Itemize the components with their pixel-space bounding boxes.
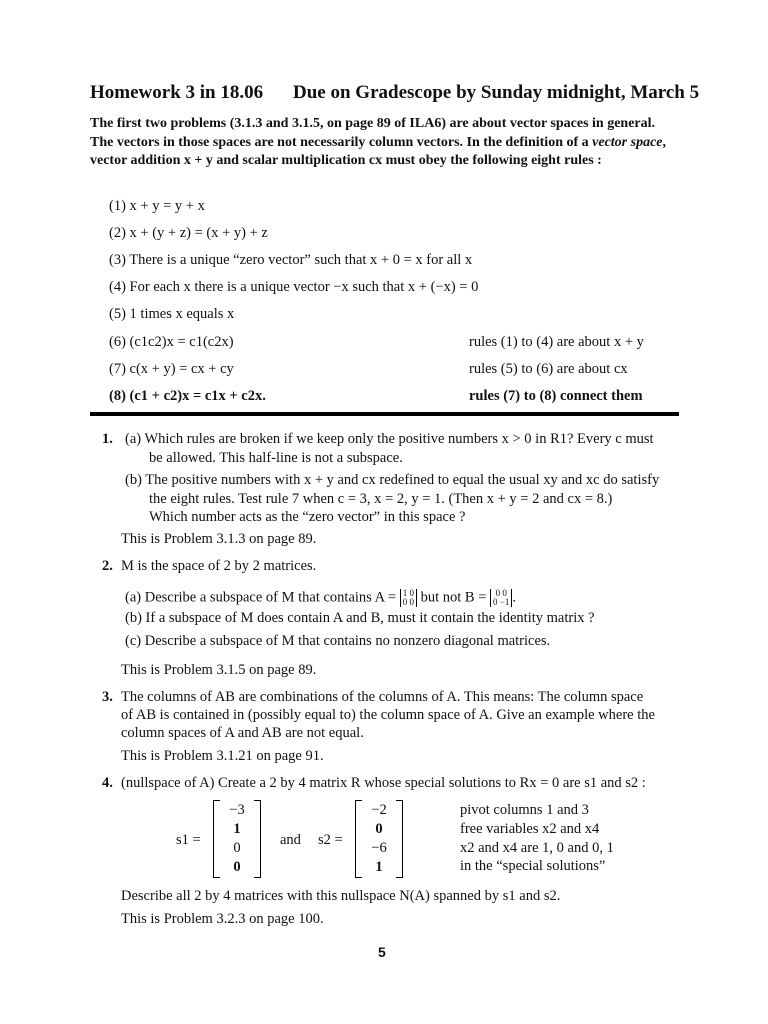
vector-s1: −3 1 0 0: [213, 800, 261, 878]
problem-2c: (c) Describe a subspace of M that contains no nonzero diagonal matrices.: [125, 633, 551, 649]
problem-3-reference: This is Problem 3.1.21 on page 91.: [121, 748, 324, 764]
problem-2-stem: M is the space of 2 by 2 matrices.: [121, 558, 317, 574]
rule-note-addition: rules (1) to (4) are about x + y: [469, 334, 644, 350]
intro-paragraph: The first two problems (3.1.3 and 3.1.5, on page 89 of ILA6) are about vector spaces in general. The vectors in those spaces are not necessarily column vectors. In the definition of a vector space, vector addition x + y and scalar multiplication cx must obey the following eight rules :: [90, 116, 666, 168]
problem-4-reference: This is Problem 3.2.3 on page 100.: [121, 911, 324, 927]
vector-s2: −2 0 −6 1: [355, 800, 403, 878]
rule-note-scalar: rules (5) to (6) are about cx: [469, 361, 628, 377]
rule-4: (4) For each x there is a unique vector −x such that x + (−x) = 0: [109, 279, 479, 295]
page-number: 5: [378, 944, 386, 960]
s2-label: s2 =: [318, 832, 343, 848]
problem-1a: (a) Which rules are broken if we keep only the positive numbers x > 0 in R1? Every c must: [125, 431, 654, 447]
problem-3-number: 3.: [102, 689, 113, 705]
rule-5: (5) 1 times x equals x: [109, 306, 235, 322]
rule-note-connect: rules (7) to (8) connect them: [469, 388, 643, 404]
problem-4-stem: (nullspace of A) Create a 2 by 4 matrix R whose special solutions to Rx = 0 are s1 and s2 :: [121, 775, 646, 791]
homework-title: Homework 3 in 18.06: [90, 82, 264, 103]
section-divider: [90, 412, 679, 416]
s1-label: s1 =: [176, 832, 201, 848]
rule-3: (3) There is a unique “zero vector” such that x + 0 = x for all x: [109, 252, 473, 268]
and-text: and: [280, 832, 301, 848]
rule-7: (7) c(x + y) = cx + cy: [109, 361, 234, 377]
problem-1a-cont: be allowed. This half-line is not a subspace.: [149, 450, 403, 466]
rule-6: (6) (c1c2)x = c1(c2x): [109, 334, 234, 350]
problem-3-line2: of AB is contained in (possibly equal to) the column space of A. Give an example where the: [121, 707, 655, 723]
note-special-solutions: in the “special solutions”: [460, 858, 606, 874]
problem-2-number: 2.: [102, 558, 113, 574]
problem-1b-cont2: Which number acts as the “zero vector” in this space ?: [149, 509, 466, 525]
rule-1: (1) x + y = y + x: [109, 198, 205, 214]
problem-2a: (a) Describe a subspace of M that contains A = 1 0 0 0 but not B = 0 0 0 −1 .: [125, 588, 516, 607]
problem-4-describe: Describe all 2 by 4 matrices with this nullspace N(A) spanned by s1 and s2.: [121, 888, 561, 904]
note-values: x2 and x4 are 1, 0 and 0, 1: [460, 840, 614, 856]
rule-2: (2) x + (y + z) = (x + y) + z: [109, 225, 268, 241]
problem-2-reference: This is Problem 3.1.5 on page 89.: [121, 662, 317, 678]
note-free-variables: free variables x2 and x4: [460, 821, 600, 837]
problem-1b-cont: the eight rules. Test rule 7 when c = 3, x = 2, y = 1. (Then x + y = 2 and cx = 8.): [149, 491, 613, 507]
matrix-a: 1 0 0 0: [400, 589, 417, 607]
problem-2b: (b) If a subspace of M does contain A and B, must it contain the identity matrix ?: [125, 610, 595, 626]
due-date: Due on Gradescope by Sunday midnight, March 5: [293, 82, 700, 103]
matrix-b: 0 0 0 −1: [490, 589, 512, 607]
rule-8: (8) (c1 + c2)x = c1x + c2x.: [109, 388, 266, 404]
note-pivot-columns: pivot columns 1 and 3: [460, 802, 589, 818]
problem-3-line3: column spaces of A and AB are not equal.: [121, 725, 364, 741]
problem-1b: (b) The positive numbers with x + y and cx redefined to equal the usual xy and xc do satisfy: [125, 472, 660, 488]
problem-1-number: 1.: [102, 431, 113, 447]
problem-4-number: 4.: [102, 775, 113, 791]
problem-3-line1: The columns of AB are combinations of the columns of A. This means: The column space: [121, 689, 644, 705]
problem-1-reference: This is Problem 3.1.3 on page 89.: [121, 531, 317, 547]
